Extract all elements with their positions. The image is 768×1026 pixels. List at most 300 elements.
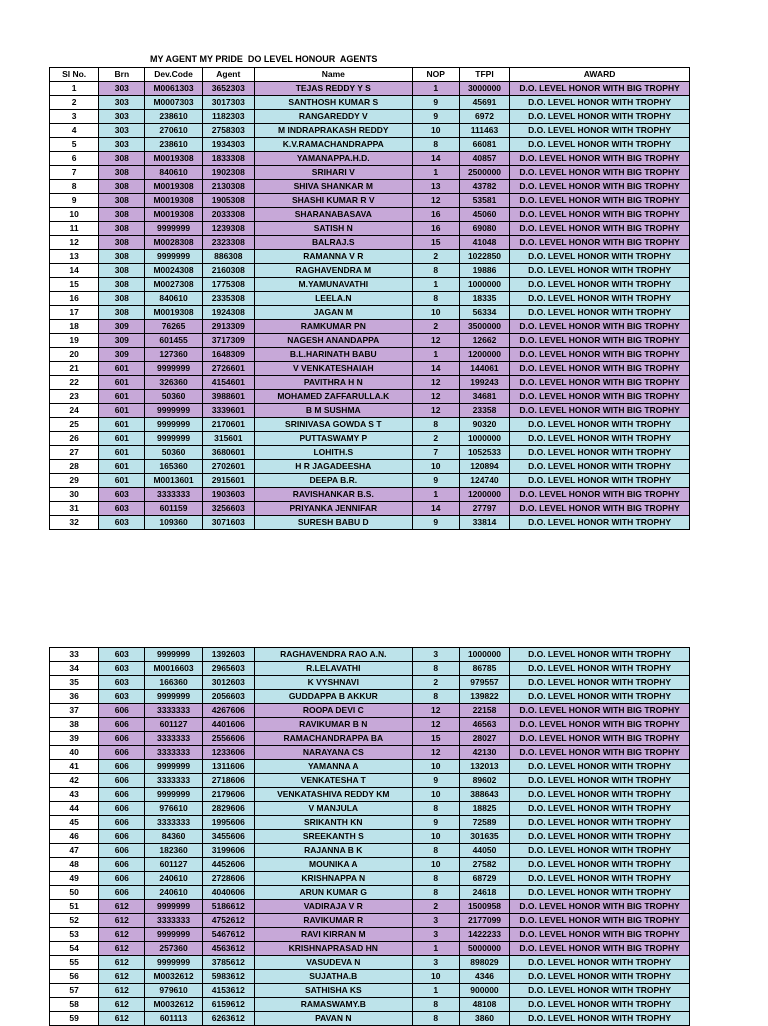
dev-code-cell: 240610 — [145, 886, 202, 900]
dev-code-cell: M0032612 — [145, 998, 202, 1012]
agent-name-cell: RAMKUMAR PN — [254, 320, 412, 334]
tfpi-cell: 111463 — [459, 124, 509, 138]
table-row — [50, 138, 690, 152]
sl-no-cell: 8 — [50, 180, 99, 194]
dev-code-cell: 9999999 — [145, 250, 202, 264]
table-row — [50, 844, 690, 858]
sl-no-cell: 16 — [50, 292, 99, 306]
tfpi-cell: 132013 — [459, 760, 509, 774]
nop-cell: 9 — [412, 474, 459, 488]
table-row — [50, 914, 690, 928]
agent-code-cell: 1924308 — [202, 306, 254, 320]
table-row — [50, 928, 690, 942]
table-row — [50, 152, 690, 166]
branch-cell: 606 — [99, 844, 145, 858]
nop-cell: 12 — [412, 334, 459, 348]
agent-code-cell: 2556606 — [202, 732, 254, 746]
agent-code-cell: 1392603 — [202, 648, 254, 662]
agent-name-cell: V MANJULA — [254, 802, 412, 816]
branch-cell: 303 — [99, 82, 145, 96]
sl-no-cell: 6 — [50, 152, 99, 166]
agent-code-cell: 5186612 — [202, 900, 254, 914]
agent-name-cell: SUJATHA.B — [254, 970, 412, 984]
sl-no-cell: 59 — [50, 1012, 99, 1026]
dev-code-cell: 601127 — [145, 718, 202, 732]
agent-code-cell: 4752612 — [202, 914, 254, 928]
tfpi-cell: 388643 — [459, 788, 509, 802]
nop-cell: 13 — [412, 180, 459, 194]
tfpi-cell: 4346 — [459, 970, 509, 984]
branch-cell: 603 — [99, 488, 145, 502]
dev-code-cell: M0024308 — [145, 264, 202, 278]
nop-cell: 2 — [412, 432, 459, 446]
agent-name-cell: TEJAS REDDY Y S — [254, 82, 412, 96]
dev-code-cell: 109360 — [145, 516, 202, 530]
agent-name-cell: RAVISHANKAR B.S. — [254, 488, 412, 502]
tfpi-cell: 33814 — [459, 516, 509, 530]
tfpi-cell: 86785 — [459, 662, 509, 676]
nop-cell: 8 — [412, 662, 459, 676]
nop-cell: 1 — [412, 278, 459, 292]
tfpi-cell: 5000000 — [459, 942, 509, 956]
dev-code-cell: M0028308 — [145, 236, 202, 250]
agent-code-cell: 3652303 — [202, 82, 254, 96]
nop-cell: 1 — [412, 488, 459, 502]
tfpi-cell: 139822 — [459, 690, 509, 704]
award-cell: D.O. LEVEL HONOR WITH TROPHY — [510, 1012, 690, 1026]
honour-agents-table-1 — [49, 67, 690, 530]
agent-code-cell: 1833308 — [202, 152, 254, 166]
award-cell: D.O. LEVEL HONOR WITH TROPHY — [510, 138, 690, 152]
award-cell: D.O. LEVEL HONOR WITH TROPHY — [510, 816, 690, 830]
nop-cell: 15 — [412, 732, 459, 746]
agent-code-cell: 2702601 — [202, 460, 254, 474]
agent-code-cell: 2758303 — [202, 124, 254, 138]
agent-code-cell: 1311606 — [202, 760, 254, 774]
award-cell: D.O. LEVEL HONOR WITH BIG TROPHY — [510, 928, 690, 942]
award-cell: D.O. LEVEL HONOR WITH BIG TROPHY — [510, 488, 690, 502]
table-row — [50, 858, 690, 872]
nop-cell: 3 — [412, 914, 459, 928]
table-header-row — [50, 68, 690, 82]
col-header-award: AWARD — [510, 68, 690, 82]
tfpi-cell: 3860 — [459, 1012, 509, 1026]
branch-cell: 308 — [99, 264, 145, 278]
table-row — [50, 984, 690, 998]
sl-no-cell: 10 — [50, 208, 99, 222]
tfpi-cell: 45691 — [459, 96, 509, 110]
tfpi-cell: 66081 — [459, 138, 509, 152]
tfpi-cell: 34681 — [459, 390, 509, 404]
nop-cell: 10 — [412, 306, 459, 320]
award-cell: D.O. LEVEL HONOR WITH BIG TROPHY — [510, 942, 690, 956]
branch-cell: 612 — [99, 928, 145, 942]
tfpi-cell: 19886 — [459, 264, 509, 278]
award-cell: D.O. LEVEL HONOR WITH TROPHY — [510, 648, 690, 662]
agent-name-cell: BALRAJ.S — [254, 236, 412, 250]
tfpi-cell: 89602 — [459, 774, 509, 788]
branch-cell: 601 — [99, 404, 145, 418]
tfpi-cell: 979557 — [459, 676, 509, 690]
agent-name-cell: RAJANNA B K — [254, 844, 412, 858]
branch-cell: 308 — [99, 250, 145, 264]
table-row — [50, 956, 690, 970]
nop-cell: 8 — [412, 264, 459, 278]
branch-cell: 612 — [99, 970, 145, 984]
agent-name-cell: RAVIKUMAR R — [254, 914, 412, 928]
table-row — [50, 96, 690, 110]
nop-cell: 2 — [412, 676, 459, 690]
table-row — [50, 320, 690, 334]
agent-name-cell: R.LELAVATHI — [254, 662, 412, 676]
agent-name-cell: MOUNIKA A — [254, 858, 412, 872]
table-row — [50, 732, 690, 746]
branch-cell: 309 — [99, 320, 145, 334]
tfpi-cell: 42130 — [459, 746, 509, 760]
agent-code-cell: 315601 — [202, 432, 254, 446]
sl-no-cell: 36 — [50, 690, 99, 704]
tfpi-cell: 1422233 — [459, 928, 509, 942]
agent-code-cell: 4267606 — [202, 704, 254, 718]
table-row — [50, 432, 690, 446]
agent-name-cell: SHASHI KUMAR R V — [254, 194, 412, 208]
award-cell: D.O. LEVEL HONOR WITH BIG TROPHY — [510, 704, 690, 718]
tfpi-cell: 1200000 — [459, 488, 509, 502]
sl-no-cell: 55 — [50, 956, 99, 970]
branch-cell: 612 — [99, 1012, 145, 1026]
agent-name-cell: M INDRAPRAKASH REDDY — [254, 124, 412, 138]
dev-code-cell: 127360 — [145, 348, 202, 362]
nop-cell: 10 — [412, 970, 459, 984]
nop-cell: 8 — [412, 690, 459, 704]
sl-no-cell: 39 — [50, 732, 99, 746]
dev-code-cell: 9999999 — [145, 760, 202, 774]
award-cell: D.O. LEVEL HONOR WITH BIG TROPHY — [510, 82, 690, 96]
dev-code-cell: 84360 — [145, 830, 202, 844]
award-cell: D.O. LEVEL HONOR WITH BIG TROPHY — [510, 180, 690, 194]
award-cell: D.O. LEVEL HONOR WITH BIG TROPHY — [510, 152, 690, 166]
award-cell: D.O. LEVEL HONOR WITH TROPHY — [510, 844, 690, 858]
agent-code-cell: 2056603 — [202, 690, 254, 704]
dev-code-cell: 9999999 — [145, 418, 202, 432]
tfpi-cell: 1052533 — [459, 446, 509, 460]
tfpi-cell: 12662 — [459, 334, 509, 348]
agent-code-cell: 2335308 — [202, 292, 254, 306]
award-cell: D.O. LEVEL HONOR WITH TROPHY — [510, 460, 690, 474]
branch-cell: 606 — [99, 886, 145, 900]
nop-cell: 10 — [412, 124, 459, 138]
branch-cell: 612 — [99, 900, 145, 914]
table-row — [50, 306, 690, 320]
table-row — [50, 1012, 690, 1026]
agent-name-cell: SRIHARI V — [254, 166, 412, 180]
branch-cell: 606 — [99, 732, 145, 746]
award-cell: D.O. LEVEL HONOR WITH BIG TROPHY — [510, 362, 690, 376]
sl-no-cell: 43 — [50, 788, 99, 802]
agent-code-cell: 6263612 — [202, 1012, 254, 1026]
sl-no-cell: 40 — [50, 746, 99, 760]
dev-code-cell: 840610 — [145, 166, 202, 180]
table-row — [50, 292, 690, 306]
dev-code-cell: 9999999 — [145, 956, 202, 970]
sl-no-cell: 38 — [50, 718, 99, 732]
branch-cell: 308 — [99, 180, 145, 194]
nop-cell: 9 — [412, 110, 459, 124]
table-row — [50, 900, 690, 914]
agent-name-cell: MOHAMED ZAFFARULLA.K — [254, 390, 412, 404]
sl-no-cell: 7 — [50, 166, 99, 180]
nop-cell: 1 — [412, 166, 459, 180]
branch-cell: 601 — [99, 446, 145, 460]
table-row — [50, 662, 690, 676]
branch-cell: 612 — [99, 914, 145, 928]
tfpi-cell: 27582 — [459, 858, 509, 872]
sl-no-cell: 32 — [50, 516, 99, 530]
nop-cell: 8 — [412, 844, 459, 858]
award-cell: D.O. LEVEL HONOR WITH TROPHY — [510, 802, 690, 816]
col-header-agent: Agent — [202, 68, 254, 82]
nop-cell: 2 — [412, 320, 459, 334]
branch-cell: 606 — [99, 816, 145, 830]
agent-name-cell: PAVAN N — [254, 1012, 412, 1026]
sl-no-cell: 14 — [50, 264, 99, 278]
tfpi-cell: 1000000 — [459, 432, 509, 446]
table-row — [50, 648, 690, 662]
table-1-body — [50, 82, 690, 530]
agent-name-cell: B M SUSHMA — [254, 404, 412, 418]
award-cell: D.O. LEVEL HONOR WITH TROPHY — [510, 690, 690, 704]
branch-cell: 606 — [99, 830, 145, 844]
branch-cell: 308 — [99, 306, 145, 320]
sl-no-cell: 23 — [50, 390, 99, 404]
agent-name-cell: SREEKANTH S — [254, 830, 412, 844]
branch-cell: 612 — [99, 956, 145, 970]
sl-no-cell: 20 — [50, 348, 99, 362]
agent-code-cell: 2323308 — [202, 236, 254, 250]
agent-name-cell: PAVITHRA H N — [254, 376, 412, 390]
branch-cell: 308 — [99, 194, 145, 208]
branch-cell: 603 — [99, 676, 145, 690]
dev-code-cell: 9999999 — [145, 928, 202, 942]
branch-cell: 308 — [99, 152, 145, 166]
table-row — [50, 250, 690, 264]
dev-code-cell: M0007303 — [145, 96, 202, 110]
branch-cell: 606 — [99, 872, 145, 886]
award-cell: D.O. LEVEL HONOR WITH BIG TROPHY — [510, 208, 690, 222]
table-row — [50, 704, 690, 718]
agent-name-cell: LEELA.N — [254, 292, 412, 306]
branch-cell: 308 — [99, 292, 145, 306]
agent-code-cell: 2033308 — [202, 208, 254, 222]
dev-code-cell: 9999999 — [145, 690, 202, 704]
award-cell: D.O. LEVEL HONOR WITH BIG TROPHY — [510, 900, 690, 914]
agent-code-cell: 4401606 — [202, 718, 254, 732]
agent-name-cell: VENKATESHA T — [254, 774, 412, 788]
agent-code-cell: 3017303 — [202, 96, 254, 110]
sl-no-cell: 35 — [50, 676, 99, 690]
sl-no-cell: 29 — [50, 474, 99, 488]
table-row — [50, 446, 690, 460]
nop-cell: 12 — [412, 718, 459, 732]
dev-code-cell: 3333333 — [145, 746, 202, 760]
agent-name-cell: VADIRAJA V R — [254, 900, 412, 914]
tfpi-cell: 90320 — [459, 418, 509, 432]
table-row — [50, 718, 690, 732]
agent-name-cell: ARUN KUMAR G — [254, 886, 412, 900]
agent-name-cell: H R JAGADEESHA — [254, 460, 412, 474]
table-row — [50, 208, 690, 222]
agent-code-cell: 4040606 — [202, 886, 254, 900]
nop-cell: 16 — [412, 222, 459, 236]
dev-code-cell: 240610 — [145, 872, 202, 886]
agent-code-cell: 2913309 — [202, 320, 254, 334]
nop-cell: 8 — [412, 292, 459, 306]
tfpi-cell: 22158 — [459, 704, 509, 718]
agent-name-cell: RANGAREDDY V — [254, 110, 412, 124]
award-cell: D.O. LEVEL HONOR WITH TROPHY — [510, 788, 690, 802]
table-row — [50, 264, 690, 278]
award-cell: D.O. LEVEL HONOR WITH BIG TROPHY — [510, 746, 690, 760]
agent-code-cell: 886308 — [202, 250, 254, 264]
dev-code-cell: M0027308 — [145, 278, 202, 292]
dev-code-cell: 840610 — [145, 292, 202, 306]
award-cell: D.O. LEVEL HONOR WITH TROPHY — [510, 998, 690, 1012]
sl-no-cell: 41 — [50, 760, 99, 774]
branch-cell: 603 — [99, 690, 145, 704]
dev-code-cell: 3333333 — [145, 704, 202, 718]
nop-cell: 14 — [412, 362, 459, 376]
award-cell: D.O. LEVEL HONOR WITH TROPHY — [510, 956, 690, 970]
branch-cell: 601 — [99, 418, 145, 432]
sl-no-cell: 54 — [50, 942, 99, 956]
tfpi-cell: 41048 — [459, 236, 509, 250]
dev-code-cell: 9999999 — [145, 432, 202, 446]
nop-cell: 8 — [412, 138, 459, 152]
tfpi-cell: 1000000 — [459, 648, 509, 662]
agent-name-cell: NARAYANA CS — [254, 746, 412, 760]
agent-name-cell: RAMASWAMY.B — [254, 998, 412, 1012]
table-row — [50, 124, 690, 138]
dev-code-cell: 3333333 — [145, 816, 202, 830]
table-row — [50, 970, 690, 984]
nop-cell: 9 — [412, 774, 459, 788]
nop-cell: 8 — [412, 802, 459, 816]
table-row — [50, 474, 690, 488]
tfpi-cell: 2500000 — [459, 166, 509, 180]
tfpi-cell: 68729 — [459, 872, 509, 886]
nop-cell: 10 — [412, 830, 459, 844]
tfpi-cell: 45060 — [459, 208, 509, 222]
table-row — [50, 460, 690, 474]
agent-code-cell: 4563612 — [202, 942, 254, 956]
table-row — [50, 166, 690, 180]
nop-cell: 8 — [412, 418, 459, 432]
table-row — [50, 802, 690, 816]
tfpi-cell: 3500000 — [459, 320, 509, 334]
nop-cell: 10 — [412, 858, 459, 872]
agent-code-cell: 2130308 — [202, 180, 254, 194]
dev-code-cell: M0019308 — [145, 306, 202, 320]
sl-no-cell: 13 — [50, 250, 99, 264]
nop-cell: 12 — [412, 194, 459, 208]
nop-cell: 10 — [412, 460, 459, 474]
dev-code-cell: 3333333 — [145, 914, 202, 928]
dev-code-cell: 9999999 — [145, 788, 202, 802]
table-row — [50, 872, 690, 886]
branch-cell: 603 — [99, 662, 145, 676]
sl-no-cell: 44 — [50, 802, 99, 816]
agent-code-cell: 3256603 — [202, 502, 254, 516]
nop-cell: 1 — [412, 942, 459, 956]
agent-name-cell: ROOPA DEVI C — [254, 704, 412, 718]
dev-code-cell: M0019308 — [145, 152, 202, 166]
tfpi-cell: 27797 — [459, 502, 509, 516]
tfpi-cell: 44050 — [459, 844, 509, 858]
award-cell: D.O. LEVEL HONOR WITH TROPHY — [510, 446, 690, 460]
dev-code-cell: 166360 — [145, 676, 202, 690]
agent-code-cell: 1934303 — [202, 138, 254, 152]
award-cell: D.O. LEVEL HONOR WITH BIG TROPHY — [510, 404, 690, 418]
table-row — [50, 676, 690, 690]
award-cell: D.O. LEVEL HONOR WITH BIG TROPHY — [510, 166, 690, 180]
tfpi-cell: 56334 — [459, 306, 509, 320]
table-row — [50, 774, 690, 788]
agent-name-cell: KRISHNAPRASAD HN — [254, 942, 412, 956]
sl-no-cell: 26 — [50, 432, 99, 446]
nop-cell: 3 — [412, 928, 459, 942]
table-row — [50, 516, 690, 530]
table-row — [50, 194, 690, 208]
sl-no-cell: 2 — [50, 96, 99, 110]
agent-code-cell: 2726601 — [202, 362, 254, 376]
nop-cell: 9 — [412, 816, 459, 830]
nop-cell: 3 — [412, 648, 459, 662]
sl-no-cell: 33 — [50, 648, 99, 662]
dev-code-cell: 9999999 — [145, 648, 202, 662]
table-row — [50, 110, 690, 124]
award-cell: D.O. LEVEL HONOR WITH TROPHY — [510, 830, 690, 844]
dev-code-cell: 165360 — [145, 460, 202, 474]
table-row — [50, 334, 690, 348]
agent-name-cell: JAGAN M — [254, 306, 412, 320]
award-cell: D.O. LEVEL HONOR WITH TROPHY — [510, 264, 690, 278]
agent-name-cell: RAVIKUMAR B N — [254, 718, 412, 732]
agent-code-cell: 3455606 — [202, 830, 254, 844]
agent-name-cell: SRINIVASA GOWDA S T — [254, 418, 412, 432]
agent-name-cell: K VYSHNAVI — [254, 676, 412, 690]
col-header-nop: NOP — [412, 68, 459, 82]
dev-code-cell: 3333333 — [145, 732, 202, 746]
tfpi-cell: 124740 — [459, 474, 509, 488]
branch-cell: 303 — [99, 96, 145, 110]
agent-code-cell: 3199606 — [202, 844, 254, 858]
agent-name-cell: NAGESH ANANDAPPA — [254, 334, 412, 348]
dev-code-cell: 601113 — [145, 1012, 202, 1026]
table-row — [50, 760, 690, 774]
agent-code-cell: 2160308 — [202, 264, 254, 278]
dev-code-cell: 3333333 — [145, 488, 202, 502]
table-row — [50, 788, 690, 802]
agent-code-cell: 1995606 — [202, 816, 254, 830]
col-header-tfpi: TFPI — [459, 68, 509, 82]
agent-name-cell: DEEPA B.R. — [254, 474, 412, 488]
dev-code-cell: 9999999 — [145, 222, 202, 236]
dev-code-cell: 9999999 — [145, 900, 202, 914]
dev-code-cell: 3333333 — [145, 774, 202, 788]
nop-cell: 7 — [412, 446, 459, 460]
branch-cell: 606 — [99, 788, 145, 802]
agent-code-cell: 2728606 — [202, 872, 254, 886]
